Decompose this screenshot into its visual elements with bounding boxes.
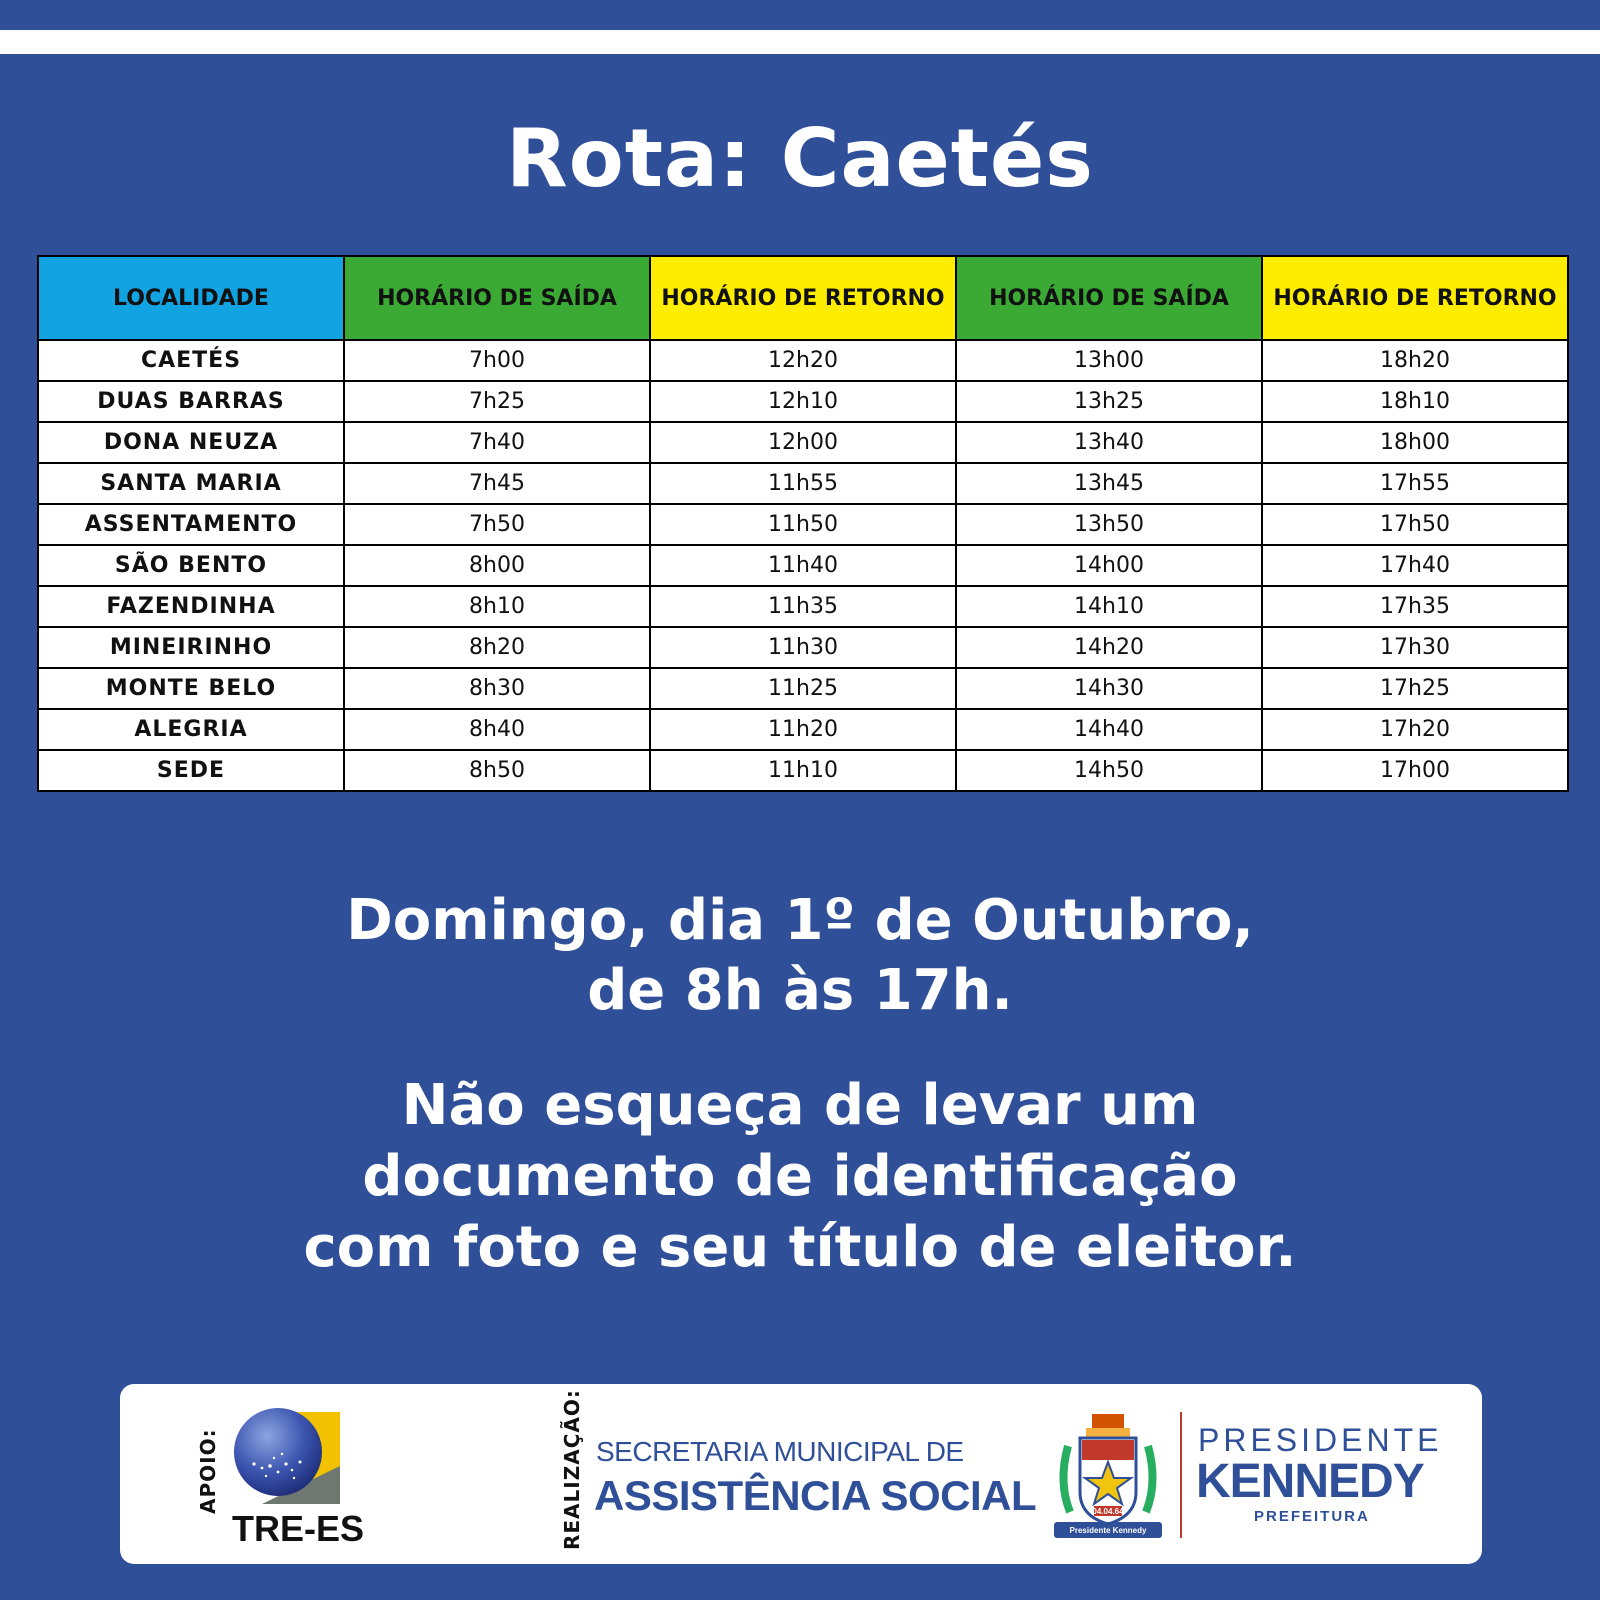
- date-line-1: Domingo, dia 1º de Outubro,: [346, 888, 1254, 953]
- page-title: Rota: Caetés: [506, 112, 1094, 205]
- table-row: [38, 545, 1568, 586]
- time-cell: 18h10: [1262, 381, 1568, 422]
- time-cell: 17h50: [1262, 504, 1568, 545]
- tre-es-name: TRE-ES: [232, 1508, 365, 1549]
- time-cell: 12h20: [650, 340, 956, 381]
- time-cell: 8h00: [344, 545, 650, 586]
- time-cell: 8h50: [344, 750, 650, 791]
- secretaria-line-1: SECRETARIA MUNICIPAL DE: [596, 1436, 964, 1467]
- table-row: [38, 422, 1568, 463]
- table-row: [38, 709, 1568, 750]
- table-row: [38, 504, 1568, 545]
- time-cell: 17h25: [1262, 668, 1568, 709]
- time-cell: 18h00: [1262, 422, 1568, 463]
- header-retorno-tarde: HORÁRIO DE RETORNO: [1262, 256, 1568, 340]
- time-cell: 11h10: [650, 750, 956, 791]
- time-cell: 17h20: [1262, 709, 1568, 750]
- time-cell: 17h40: [1262, 545, 1568, 586]
- time-cell: 13h50: [956, 504, 1262, 545]
- header-retorno-manha: HORÁRIO DE RETORNO: [650, 256, 956, 340]
- crest-caption: Presidente Kennedy: [1069, 1526, 1147, 1535]
- reminder-line-2: documento de identificação: [362, 1144, 1238, 1209]
- time-cell: 13h00: [956, 340, 1262, 381]
- table-header-row: [38, 256, 1568, 340]
- sponsor-footer: [120, 1384, 1482, 1564]
- table-row: [38, 750, 1568, 791]
- city-name-line-2: KENNEDY: [1196, 1455, 1424, 1508]
- locality-cell: FAZENDINHA: [38, 586, 344, 627]
- time-cell: 11h55: [650, 463, 956, 504]
- header-saida-tarde: HORÁRIO DE SAÍDA: [956, 256, 1262, 340]
- time-cell: 13h40: [956, 422, 1262, 463]
- time-cell: 7h50: [344, 504, 650, 545]
- date-message: [0, 886, 1600, 1026]
- time-cell: 11h35: [650, 586, 956, 627]
- locality-cell: CAETÉS: [38, 340, 344, 381]
- time-cell: 12h10: [650, 381, 956, 422]
- time-cell: 14h10: [956, 586, 1262, 627]
- crest-date: 04.04.64: [1092, 1507, 1124, 1516]
- time-cell: 14h40: [956, 709, 1262, 750]
- time-cell: 13h25: [956, 381, 1262, 422]
- time-cell: 17h35: [1262, 586, 1568, 627]
- schedule-table: [37, 255, 1569, 792]
- reminder-line-1: Não esqueça de levar um: [401, 1073, 1199, 1138]
- table-row: [38, 381, 1568, 422]
- locality-cell: MONTE BELO: [38, 668, 344, 709]
- table-row: [38, 463, 1568, 504]
- schedule-body: [38, 340, 1568, 791]
- locality-cell: DUAS BARRAS: [38, 381, 344, 422]
- time-cell: 8h30: [344, 668, 650, 709]
- locality-cell: SEDE: [38, 750, 344, 791]
- reminder-message: [0, 1070, 1600, 1283]
- table-row: [38, 340, 1568, 381]
- date-line-2: de 8h às 17h.: [587, 958, 1013, 1023]
- time-cell: 7h45: [344, 463, 650, 504]
- footer-divider: [1180, 1412, 1182, 1538]
- reminder-line-3: com foto e seu título de eleitor.: [303, 1215, 1297, 1280]
- table-row: [38, 668, 1568, 709]
- time-cell: 17h30: [1262, 627, 1568, 668]
- header-saida-manha: HORÁRIO DE SAÍDA: [344, 256, 650, 340]
- time-cell: 12h00: [650, 422, 956, 463]
- time-cell: 7h25: [344, 381, 650, 422]
- locality-cell: DONA NEUZA: [38, 422, 344, 463]
- locality-cell: MINEIRINHO: [38, 627, 344, 668]
- locality-cell: SÃO BENTO: [38, 545, 344, 586]
- time-cell: 11h25: [650, 668, 956, 709]
- time-cell: 11h30: [650, 627, 956, 668]
- time-cell: 11h50: [650, 504, 956, 545]
- locality-cell: ALEGRIA: [38, 709, 344, 750]
- time-cell: 8h10: [344, 586, 650, 627]
- time-cell: 17h00: [1262, 750, 1568, 791]
- city-name-line-3: PREFEITURA: [1254, 1508, 1370, 1525]
- city-name-line-1: PRESIDENTE: [1198, 1422, 1443, 1458]
- support-label: APOIO:: [196, 1428, 220, 1514]
- time-cell: 8h40: [344, 709, 650, 750]
- locality-cell: ASSENTAMENTO: [38, 504, 344, 545]
- time-cell: 14h00: [956, 545, 1262, 586]
- time-cell: 14h50: [956, 750, 1262, 791]
- city-crest-icon: [1048, 1412, 1168, 1542]
- time-cell: 11h40: [650, 545, 956, 586]
- locality-cell: SANTA MARIA: [38, 463, 344, 504]
- time-cell: 14h20: [956, 627, 1262, 668]
- time-cell: 13h45: [956, 463, 1262, 504]
- table-row: [38, 586, 1568, 627]
- time-cell: 17h55: [1262, 463, 1568, 504]
- time-cell: 7h00: [344, 340, 650, 381]
- top-stripe: [0, 30, 1600, 54]
- made-by-label: REALIZAÇÃO:: [560, 1389, 584, 1550]
- table-row: [38, 627, 1568, 668]
- time-cell: 8h20: [344, 627, 650, 668]
- secretaria-line-2: ASSISTÊNCIA SOCIAL: [594, 1472, 1037, 1519]
- tre-es-logo-icon: [232, 1406, 350, 1506]
- time-cell: 7h40: [344, 422, 650, 463]
- time-cell: 18h20: [1262, 340, 1568, 381]
- time-cell: 11h20: [650, 709, 956, 750]
- time-cell: 14h30: [956, 668, 1262, 709]
- header-localidade: LOCALIDADE: [38, 256, 344, 340]
